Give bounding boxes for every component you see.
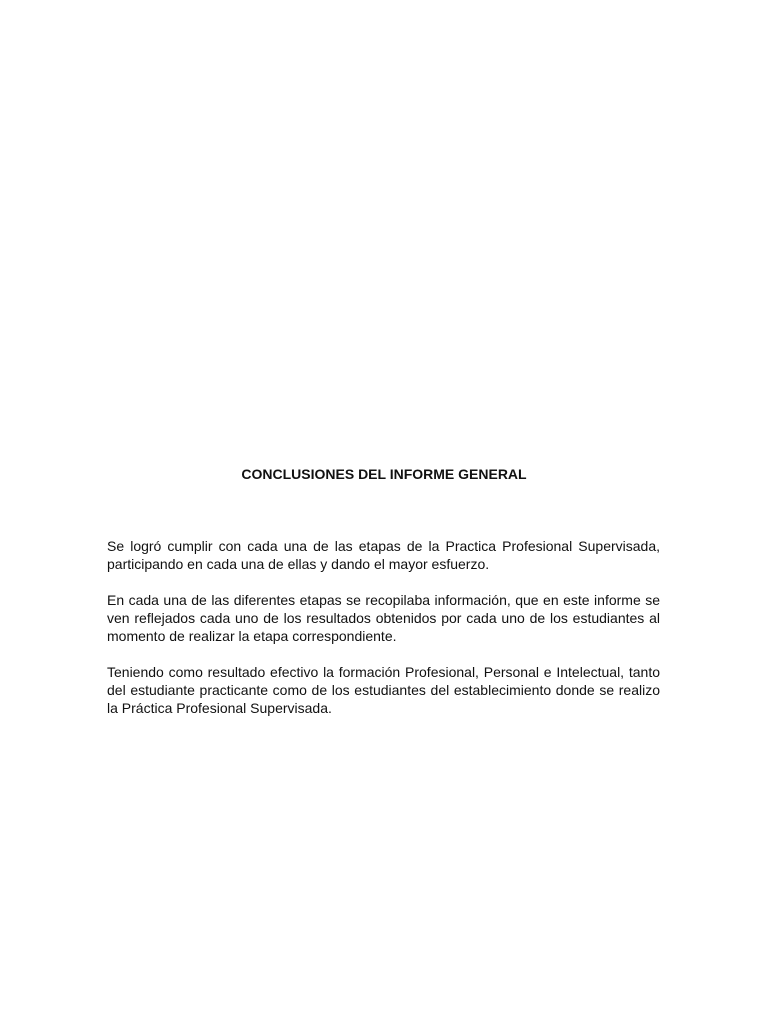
document-title: CONCLUSIONES DEL INFORME GENERAL [241,466,527,482]
paragraph-3: Teniendo como resultado efectivo la formación Profesional, Personal e Intelectual, tanto del estudiante practicante como de los estudiantes del establecimiento donde se realizo la Práctica Profesional Supervisada. [107,664,660,716]
paragraph-1: Se logró cumplir con cada una de las etapas de la Practica Profesional Supervisada, participando en cada una de ellas y dando el mayor esfuerzo. [107,538,660,572]
paragraph-2: En cada una de las diferentes etapas se recopilaba información, que en este informe se ven reflejados cada uno de los resultados obtenidos por cada uno de los estudiantes al momento de realizar la etapa correspondiente. [107,592,660,644]
document-body [107,537,660,735]
